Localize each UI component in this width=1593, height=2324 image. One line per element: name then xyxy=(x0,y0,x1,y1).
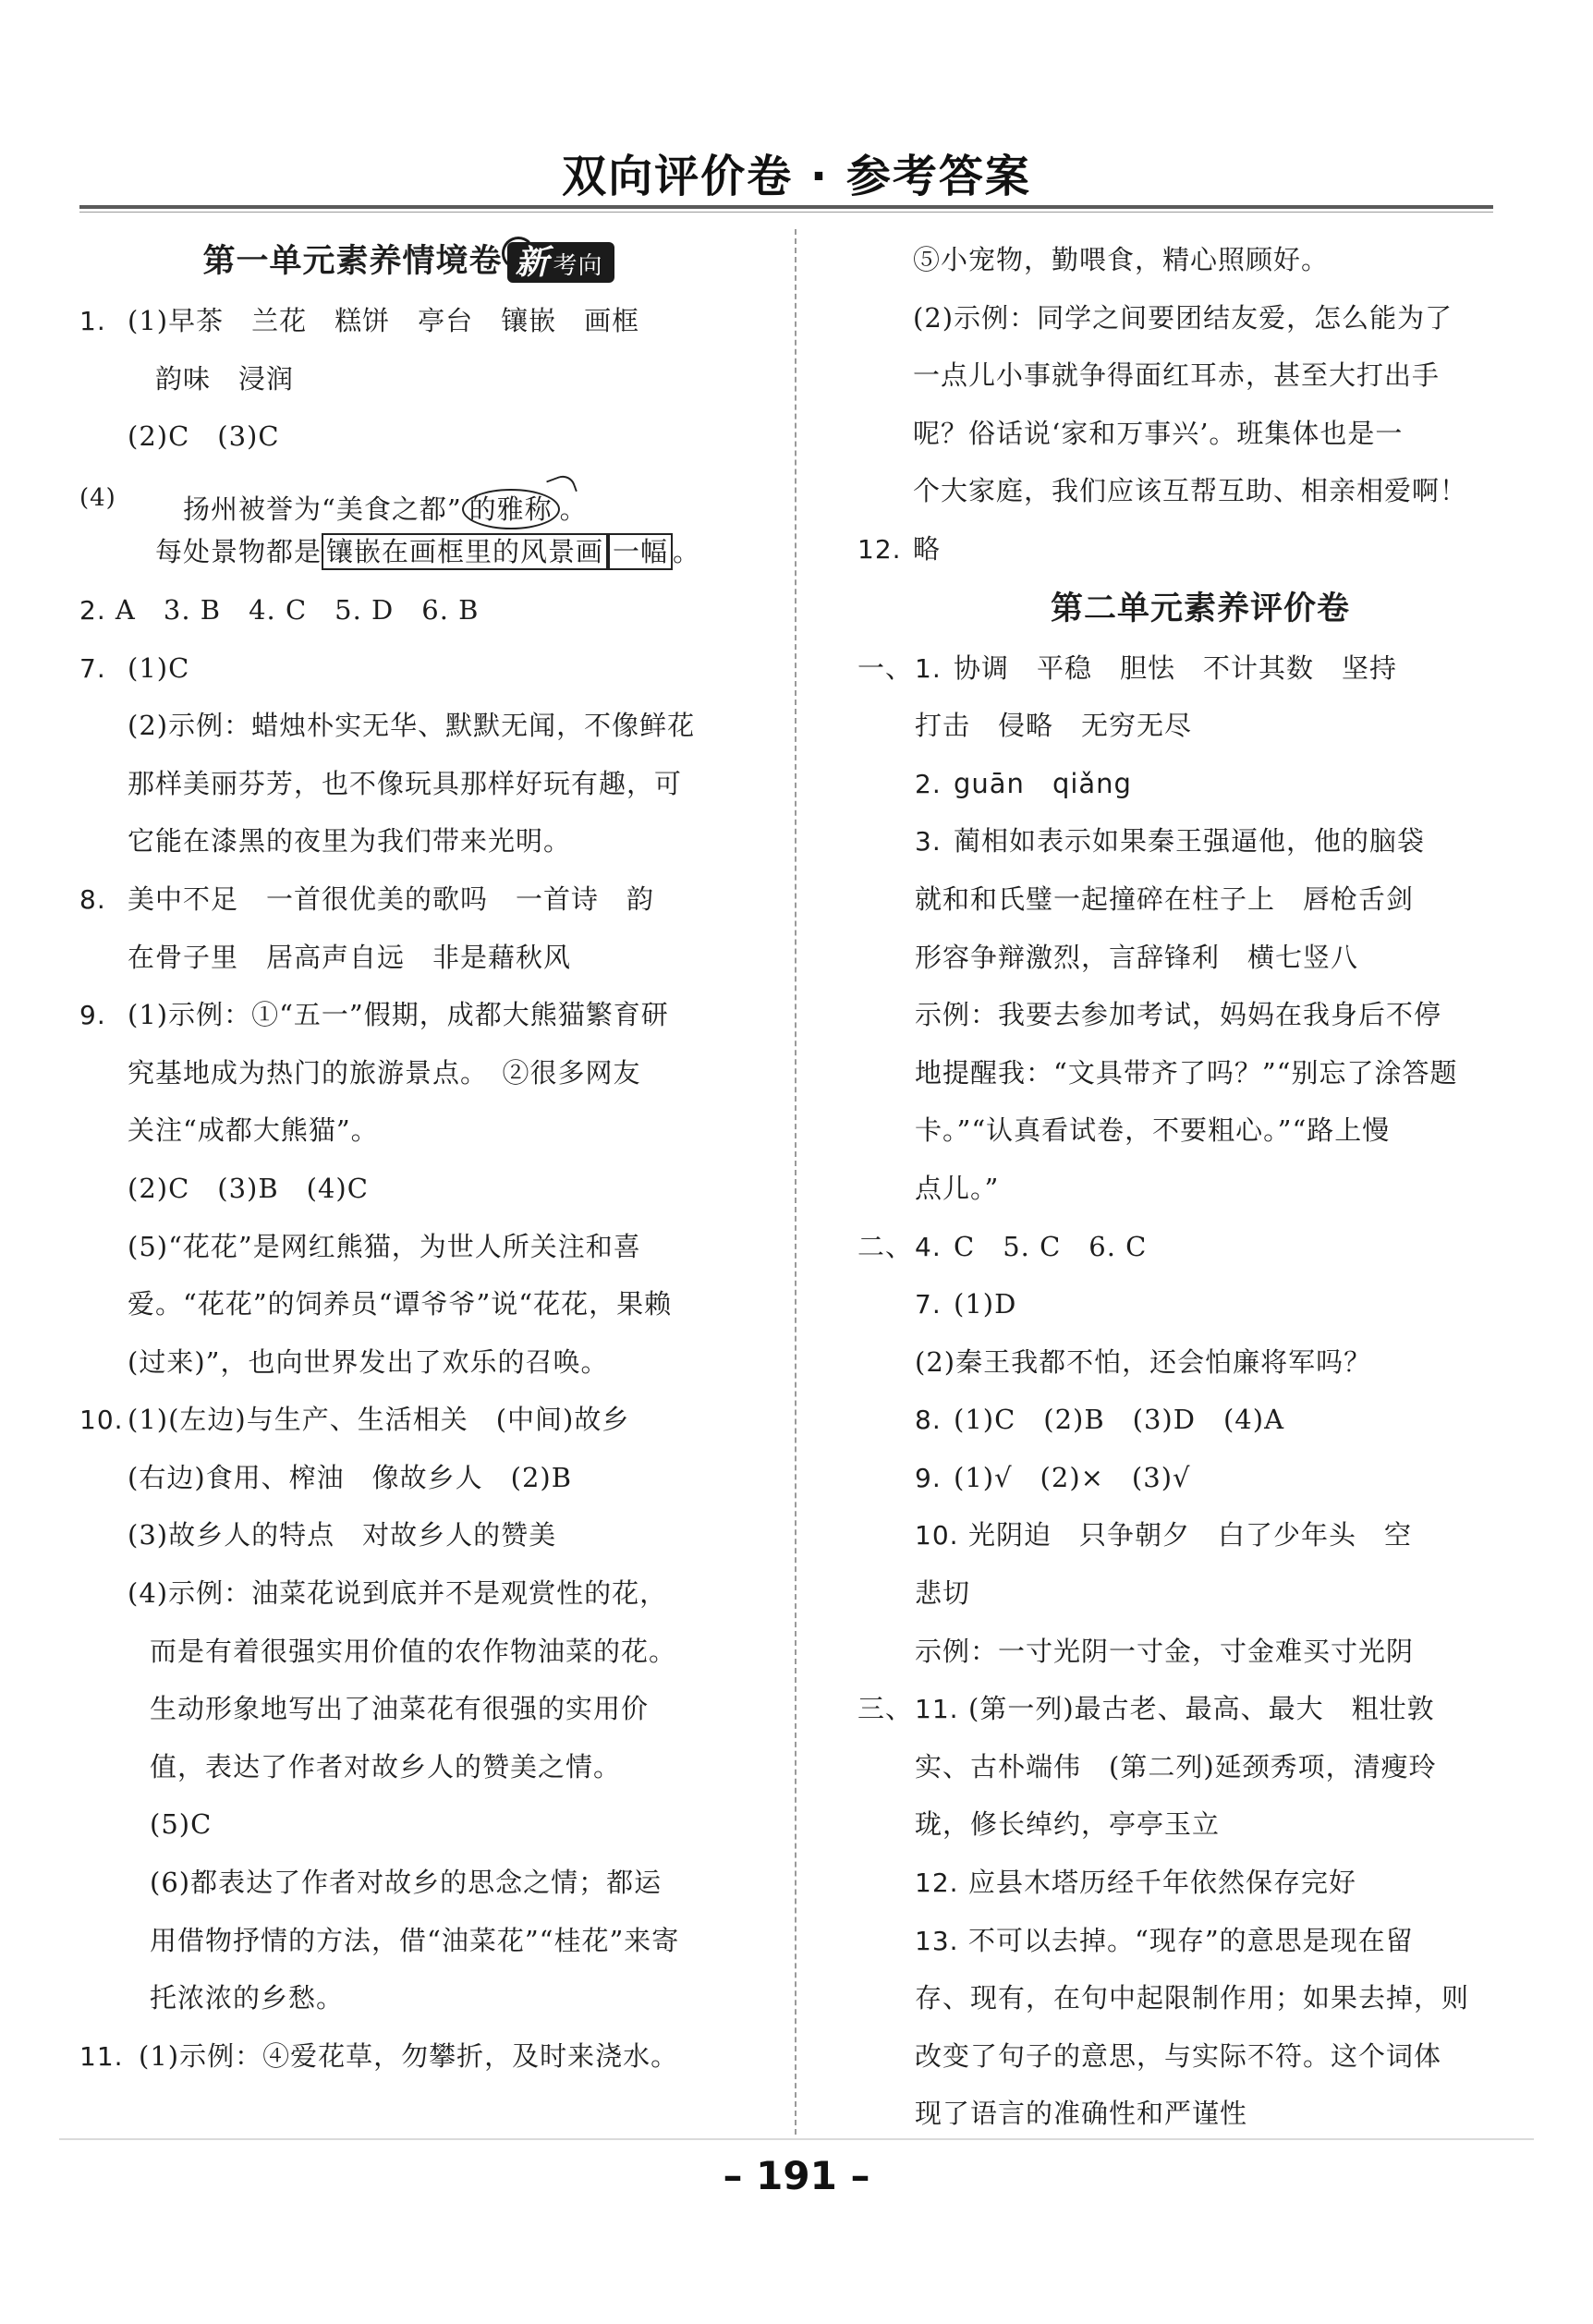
answer-text: (4)示例：油菜花说到底并不是观赏性的花， xyxy=(128,1577,668,1610)
answer-text: (1)C (2)B (3)D (4)A xyxy=(954,1404,1285,1436)
answer-line xyxy=(857,929,1506,987)
answer-line xyxy=(79,755,737,813)
answer-line-annotated xyxy=(79,523,737,581)
answer-line xyxy=(79,1449,737,1507)
answer-text: (1)(左边)与生产、生活相关 (中间)故乡 xyxy=(128,1404,630,1436)
answer-text: guān qiǎng xyxy=(954,767,1132,799)
question-number: 3. xyxy=(915,826,942,858)
answer-text: 珑，修长绰约，亭亭玉立 xyxy=(915,1808,1221,1841)
question-number: 4. xyxy=(915,1231,942,1262)
answer-text: 地提醒我：“文具带齐了吗？”“别忘了涂答题 xyxy=(915,1056,1458,1089)
answer-text: 形容争辩激烈，言辞锋利 横七竖八 xyxy=(915,941,1359,973)
answer-text: 。 xyxy=(673,536,701,568)
answer-text: 关注“成都大熊猫”。 xyxy=(128,1114,379,1147)
answer-line xyxy=(857,1795,1506,1854)
answer-text: 光阴迫 只争朝夕 白了少年头 空 xyxy=(968,1519,1413,1551)
answer-line xyxy=(857,1275,1506,1333)
answer-line xyxy=(857,1854,1506,1912)
answer-line xyxy=(857,697,1506,755)
answer-text: 实、古朴端伟 (第二列)延颈秀项，清瘦玲 xyxy=(915,1750,1437,1783)
answer-text: 生动形象地写出了油菜花有很强的实用价 xyxy=(150,1693,650,1725)
question-number: 2. xyxy=(79,594,106,626)
answer-line xyxy=(79,408,737,466)
answer-text: 悲切 xyxy=(915,1577,971,1610)
answer-line xyxy=(857,2085,1506,2143)
question-number: 10. xyxy=(915,1520,959,1551)
answer-line xyxy=(79,2027,737,2086)
footer-rule xyxy=(59,2138,1534,2140)
answer-line xyxy=(79,1333,737,1392)
page-title: 双向评价卷 · 参考答案 xyxy=(562,151,1031,202)
answer-line xyxy=(857,347,1506,405)
answer-line xyxy=(857,1333,1506,1392)
answer-text: (1)示例：④爱花草，勿攀折，及时来浇水。 xyxy=(139,2039,679,2072)
answer-text: 不可以去掉。“现存”的意思是现在留 xyxy=(968,1924,1414,1956)
answer-text: (2)示例：蜡烛朴实无华、默默无闻，不像鲜花 xyxy=(128,710,696,742)
answer-line xyxy=(79,1680,737,1738)
section-title-text: 第二单元素养评价卷 xyxy=(1050,590,1350,627)
answer-text: 蔺相如表示如果秦王强逼他，他的脑袋 xyxy=(954,825,1426,858)
answer-line xyxy=(79,929,737,987)
answer-text: 卡。”“认真看试卷，不要粗心。”“路上慢 xyxy=(915,1114,1391,1147)
question-number: 1. xyxy=(915,652,942,684)
question-number: 7. xyxy=(915,1289,942,1320)
answer-line xyxy=(79,1854,737,1912)
answer-line xyxy=(79,986,737,1044)
part-label: 三、 xyxy=(857,1693,914,1725)
section-title-unit2 xyxy=(857,578,1506,639)
answer-text: (5)“花花”是网红熊猫，为世人所关注和喜 xyxy=(128,1230,641,1262)
answer-line xyxy=(857,289,1506,347)
answer-text: (1)C xyxy=(128,651,190,684)
answer-text: 韵味 浸润 xyxy=(155,362,295,395)
answer-line xyxy=(857,1680,1506,1738)
answer-text: (6)都表达了作者对故乡的思念之情；都运 xyxy=(150,1867,663,1899)
answer-text: 呢？俗话说‘家和万事兴’。班集体也是一 xyxy=(913,417,1404,449)
answer-line xyxy=(857,1506,1506,1564)
answer-line xyxy=(79,697,737,755)
answer-text: A 3. B 4. C 5. D 6. B xyxy=(105,593,480,626)
answer-text: 扬州被誉为“美食之都” xyxy=(183,493,462,525)
section-title-unit1 xyxy=(79,231,737,292)
answer-text: 。 xyxy=(559,493,588,525)
answer-text: 而是有着很强实用价值的农作物油菜的花。 xyxy=(150,1635,677,1667)
answer-line xyxy=(79,292,737,350)
question-number: 9. xyxy=(79,1000,106,1031)
answer-line xyxy=(857,405,1506,463)
answer-line xyxy=(79,350,737,408)
answer-line xyxy=(79,1101,737,1160)
section-title-text: 第一单元素养情境卷 xyxy=(202,243,503,280)
answer-line xyxy=(857,1564,1506,1623)
part-label: 二、 xyxy=(857,1230,914,1262)
answer-text: 那样美丽芬芳，也不像玩具那样好玩有趣，可 xyxy=(128,767,683,799)
answer-text: (第一列)最古老、最高、最大 粗壮敦 xyxy=(968,1693,1435,1725)
answer-line xyxy=(857,986,1506,1044)
question-number: 1. xyxy=(79,306,106,336)
answer-line xyxy=(79,1795,737,1854)
question-number: 7. xyxy=(79,652,106,684)
new-exam-badge xyxy=(507,242,614,283)
answer-text: (1)√ (2)× (3)√ xyxy=(954,1461,1191,1493)
answer-line xyxy=(79,1391,737,1449)
answer-line xyxy=(857,1391,1506,1449)
answer-text: 美中不足 一首很优美的歌吗 一首诗 韵 xyxy=(128,882,655,915)
answer-line xyxy=(857,1623,1506,1681)
answer-text: 改变了句子的意思，与实际不符。这个词体 xyxy=(915,2039,1442,2072)
answer-line xyxy=(79,1044,737,1102)
answer-text: 值，表达了作者对故乡人的赞美之情。 xyxy=(150,1750,622,1783)
question-number: 8. xyxy=(915,1405,942,1436)
answer-text: 个大家庭，我们应该互帮互助、相亲相爱啊！ xyxy=(913,475,1468,507)
answer-text: 一点儿小事就争得面红耳赤，甚至大打出手 xyxy=(913,359,1441,392)
answer-text: 存、现有，在句中起限制作用；如果去掉，则 xyxy=(915,1982,1470,2014)
answer-text: 就和和氏璧一起撞碎在柱子上 唇枪舌剑 xyxy=(915,882,1415,915)
answer-text: 点儿。” xyxy=(915,1172,1000,1204)
question-number: 12. xyxy=(915,1868,959,1899)
answer-line xyxy=(857,1912,1506,1970)
answer-text: (2)C (3)C xyxy=(128,420,280,453)
answer-text: (5)C xyxy=(150,1808,213,1841)
answer-line xyxy=(79,1275,737,1333)
answer-line xyxy=(857,1738,1506,1796)
answer-line xyxy=(79,870,737,929)
answer-line-annotated xyxy=(79,466,737,524)
part-label: 一、 xyxy=(857,651,914,684)
answer-text: 用借物抒情的方法，借“油菜花”“桂花”来寄 xyxy=(150,1924,680,1956)
answer-line xyxy=(79,1912,737,1970)
answer-line xyxy=(79,581,737,639)
answer-line xyxy=(857,2027,1506,2086)
answer-text: 在骨子里 居高声自远 非是藉秋风 xyxy=(128,941,572,973)
answer-text: 爱。“花花”的饲养员“谭爷爷”说“花花，果赖 xyxy=(128,1288,673,1320)
answer-text: (过来)”，也向世界发出了欢乐的召唤。 xyxy=(128,1345,609,1378)
question-number: 9. xyxy=(915,1462,942,1493)
answer-text: 略 xyxy=(913,532,942,565)
answer-line xyxy=(857,1449,1506,1507)
answer-text: (2)秦王我都不怕，还会怕廉将军吗？ xyxy=(915,1345,1372,1378)
answer-text: 示例：一寸光阴一寸金，寸金难买寸光阴 xyxy=(915,1635,1415,1667)
answer-line xyxy=(857,639,1506,698)
answer-text: 现了语言的准确性和严谨性 xyxy=(915,2098,1248,2130)
answer-text: 究基地成为热门的旅游景点。 ②很多网友 xyxy=(128,1056,641,1089)
answer-text: 示例：我要去参加考试，妈妈在我身后不停 xyxy=(915,999,1442,1031)
answer-text: 它能在漆黑的夜里为我们带来光明。 xyxy=(128,825,572,858)
answer-line xyxy=(857,1101,1506,1160)
answer-line xyxy=(79,1738,737,1796)
page-number: – 191 – xyxy=(723,2153,870,2198)
answer-text: (3)故乡人的特点 对故乡人的赞美 xyxy=(128,1519,557,1551)
question-number: 13. xyxy=(915,1925,959,1956)
answer-line xyxy=(79,812,737,870)
circled-text: 的雅称 xyxy=(468,493,553,525)
answer-line xyxy=(857,1160,1506,1218)
boxed-phrase: 镶嵌在画框里的风景画 xyxy=(322,533,608,570)
answer-line xyxy=(857,812,1506,870)
answer-line xyxy=(857,870,1506,929)
title-rule xyxy=(79,205,1493,209)
badge-xin: 新 xyxy=(515,243,550,282)
answer-line xyxy=(857,1044,1506,1102)
answer-text: (右边)食用、榨油 像故乡人 (2)B xyxy=(128,1461,573,1493)
answer-line xyxy=(857,520,1506,578)
answer-text: (1)D xyxy=(954,1288,1017,1320)
answer-text: 托浓浓的乡愁。 xyxy=(150,1982,345,2014)
answer-line xyxy=(79,1564,737,1623)
question-number: 10. xyxy=(79,1405,124,1436)
answer-line xyxy=(857,1969,1506,2027)
answer-line xyxy=(79,1218,737,1276)
answer-text: ⑤小宠物，勤喂食，精心照顾好。 xyxy=(913,244,1330,275)
answer-text: C 5. C 6. C xyxy=(954,1230,1148,1262)
answer-text: 应县木塔历经千年依然保存完好 xyxy=(968,1867,1357,1899)
answer-line xyxy=(857,1218,1506,1276)
left-column xyxy=(79,231,737,2085)
question-number: 11. xyxy=(79,2040,124,2072)
answer-text: (1)早茶 兰花 糕饼 亭台 镶嵌 画框 xyxy=(128,305,640,336)
answer-line xyxy=(79,1506,737,1564)
column-divider xyxy=(795,229,796,2135)
title-rule-thin xyxy=(79,212,1493,213)
answer-text: 协调 平稳 胆怯 不计其数 坚持 xyxy=(954,651,1398,684)
question-number: 11. xyxy=(915,1694,959,1725)
answer-line xyxy=(79,1623,737,1681)
answer-text: (2)示例：同学之间要团结友爱，怎么能为了 xyxy=(913,301,1453,334)
answer-text: 每处景物都是 xyxy=(155,536,322,568)
sub-question-label: (4) xyxy=(79,483,116,512)
question-number: 8. xyxy=(79,883,106,915)
question-number: 12. xyxy=(857,533,902,565)
right-column xyxy=(857,231,1506,2143)
answer-text: (1)示例：①“五一”假期，成都大熊猫繁育研 xyxy=(128,999,669,1031)
answer-text: 打击 侵略 无穷无尽 xyxy=(915,710,1193,742)
badge-kaoxiang: 考向 xyxy=(553,252,603,280)
answer-line xyxy=(857,462,1506,520)
answer-line xyxy=(79,639,737,698)
answer-text: (2)C (3)B (4)C xyxy=(128,1172,369,1204)
answer-line xyxy=(857,231,1506,289)
answer-line xyxy=(79,1160,737,1218)
answer-line xyxy=(79,1969,737,2027)
question-number: 2. xyxy=(915,768,942,799)
boxed-phrase: 一幅 xyxy=(608,533,673,570)
answer-line xyxy=(857,755,1506,813)
